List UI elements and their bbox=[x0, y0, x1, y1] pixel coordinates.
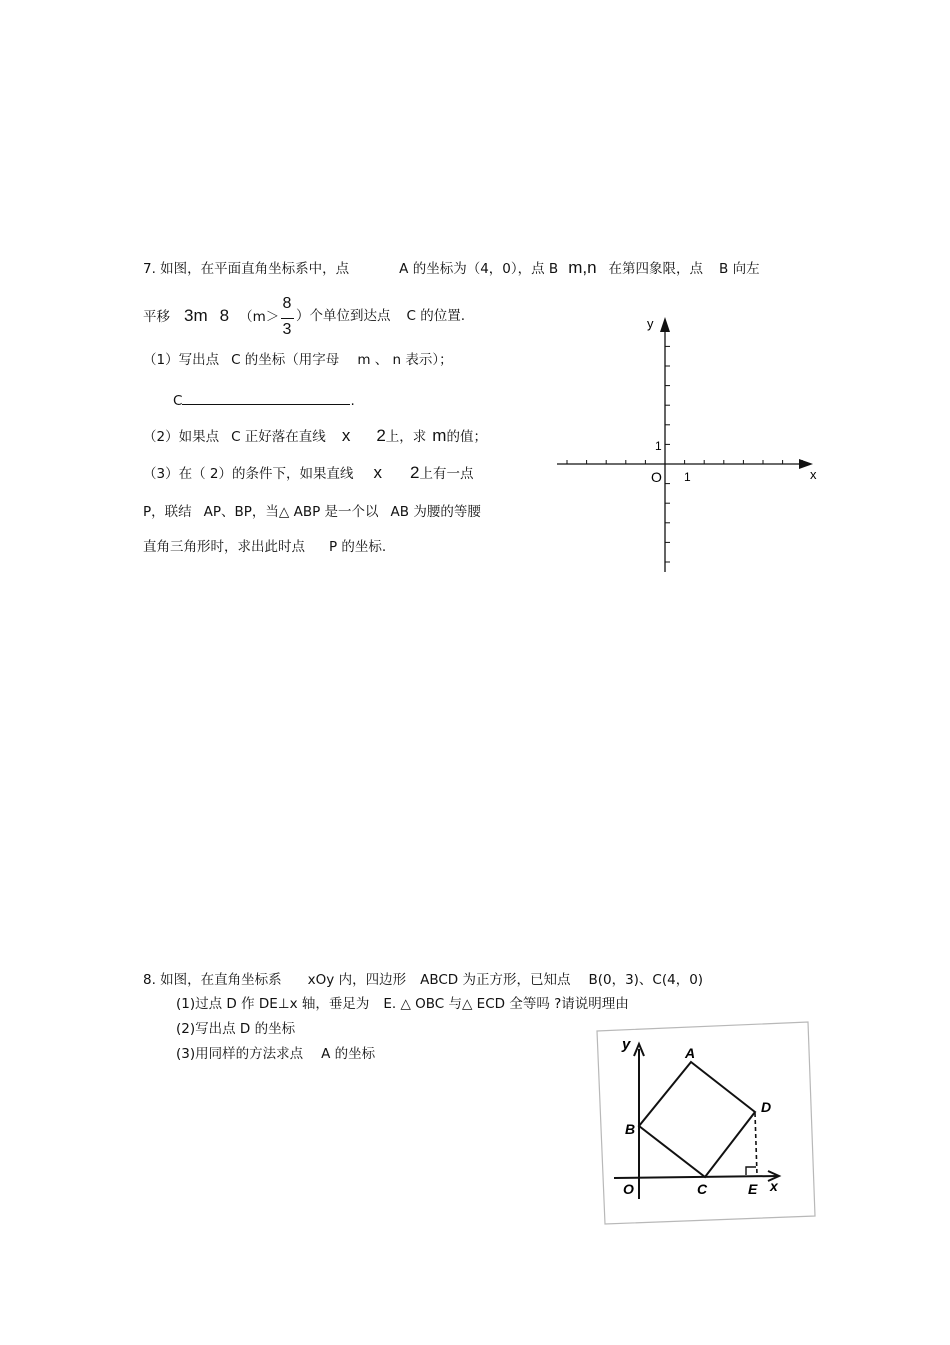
q7-math: x bbox=[373, 463, 382, 482]
label-a: A bbox=[685, 1045, 696, 1061]
q7-text: A 的坐标为（4，0），点 B bbox=[399, 261, 559, 277]
q8-sub-2: (2)写出点 D 的坐标 bbox=[176, 1021, 296, 1037]
q7-text: 的值； bbox=[446, 429, 487, 445]
q7-text: 上，求 bbox=[385, 429, 427, 445]
q8-text: (3)用同样的方法求点 bbox=[176, 1046, 304, 1062]
q8-text: E. △ OBC 与△ ECD 全等吗 ?请说明理由 bbox=[383, 996, 629, 1012]
q7-text: 平移 bbox=[143, 309, 170, 325]
q7-text: 7. 如图，在平面直角坐标系中，点 bbox=[143, 261, 350, 277]
q8-text: 8. 如图，在直角坐标系 bbox=[143, 972, 282, 988]
q7-math: m,n bbox=[568, 258, 597, 277]
q7-math: 2 bbox=[409, 463, 420, 482]
fraction-denominator: 3 bbox=[282, 321, 292, 338]
q7-text: （1）写出点 bbox=[143, 352, 220, 368]
x-unit-label: 1 bbox=[684, 470, 691, 484]
label-c: C bbox=[697, 1181, 708, 1197]
q7-text: . bbox=[350, 393, 355, 409]
q7-math: 8 bbox=[219, 306, 230, 325]
q7-math: 2 bbox=[376, 426, 386, 445]
q7-text: P 的坐标. bbox=[329, 539, 387, 555]
q7-text: 直角三角形时，求出此时点 bbox=[143, 539, 305, 555]
label-e: E bbox=[748, 1181, 758, 1197]
origin-label: O bbox=[651, 469, 662, 485]
q8-text: ABCD 为正方形，已知点 bbox=[420, 972, 571, 988]
q7-text: ）个单位到达点 bbox=[296, 308, 391, 324]
q7-text: （m＞ bbox=[239, 309, 280, 325]
q7-text: AB 为腰的等腰 bbox=[390, 504, 481, 520]
q7-math: m bbox=[432, 426, 447, 445]
y-axis-label: y bbox=[647, 316, 654, 331]
q7-math: x bbox=[341, 426, 351, 445]
q7-text: 上有一点 bbox=[419, 466, 474, 482]
label-y: y bbox=[622, 1036, 631, 1053]
q7-math: 3m bbox=[184, 306, 208, 325]
label-o: O bbox=[623, 1181, 634, 1197]
q7-text: AP、BP，当△ ABP 是一个以 bbox=[203, 504, 379, 520]
fraction-numerator: 8 bbox=[282, 295, 292, 312]
q7-text: C 的坐标（用字母 bbox=[231, 352, 340, 368]
q7-text: （3）在（ 2）的条件下，如果直线 bbox=[143, 466, 354, 482]
q7-c-label: C bbox=[173, 393, 183, 409]
q7-text: C 正好落在直线 bbox=[231, 429, 326, 445]
label-b: B bbox=[625, 1121, 636, 1137]
q7-text: P，联结 bbox=[143, 504, 192, 520]
q8-text: A 的坐标 bbox=[321, 1046, 376, 1062]
q8-text: B(0，3)、C(4，0) bbox=[588, 972, 704, 988]
label-x: x bbox=[770, 1178, 778, 1194]
q8-text: (1)过点 D 作 DE⊥x 轴，垂足为 bbox=[176, 996, 370, 1012]
x-axis-label: x bbox=[810, 467, 817, 482]
q7-text: （2）如果点 bbox=[143, 429, 220, 445]
label-d: D bbox=[761, 1099, 772, 1115]
q7-text: B 向左 bbox=[719, 261, 760, 277]
q7-text: 在第四象限，点 bbox=[608, 261, 704, 277]
q7-text: m 、 n 表示）； bbox=[357, 352, 453, 368]
y-unit-label: 1 bbox=[655, 439, 662, 453]
q8-text: xOy 内，四边形 bbox=[307, 972, 407, 988]
q7-text: C 的位置. bbox=[406, 308, 466, 324]
